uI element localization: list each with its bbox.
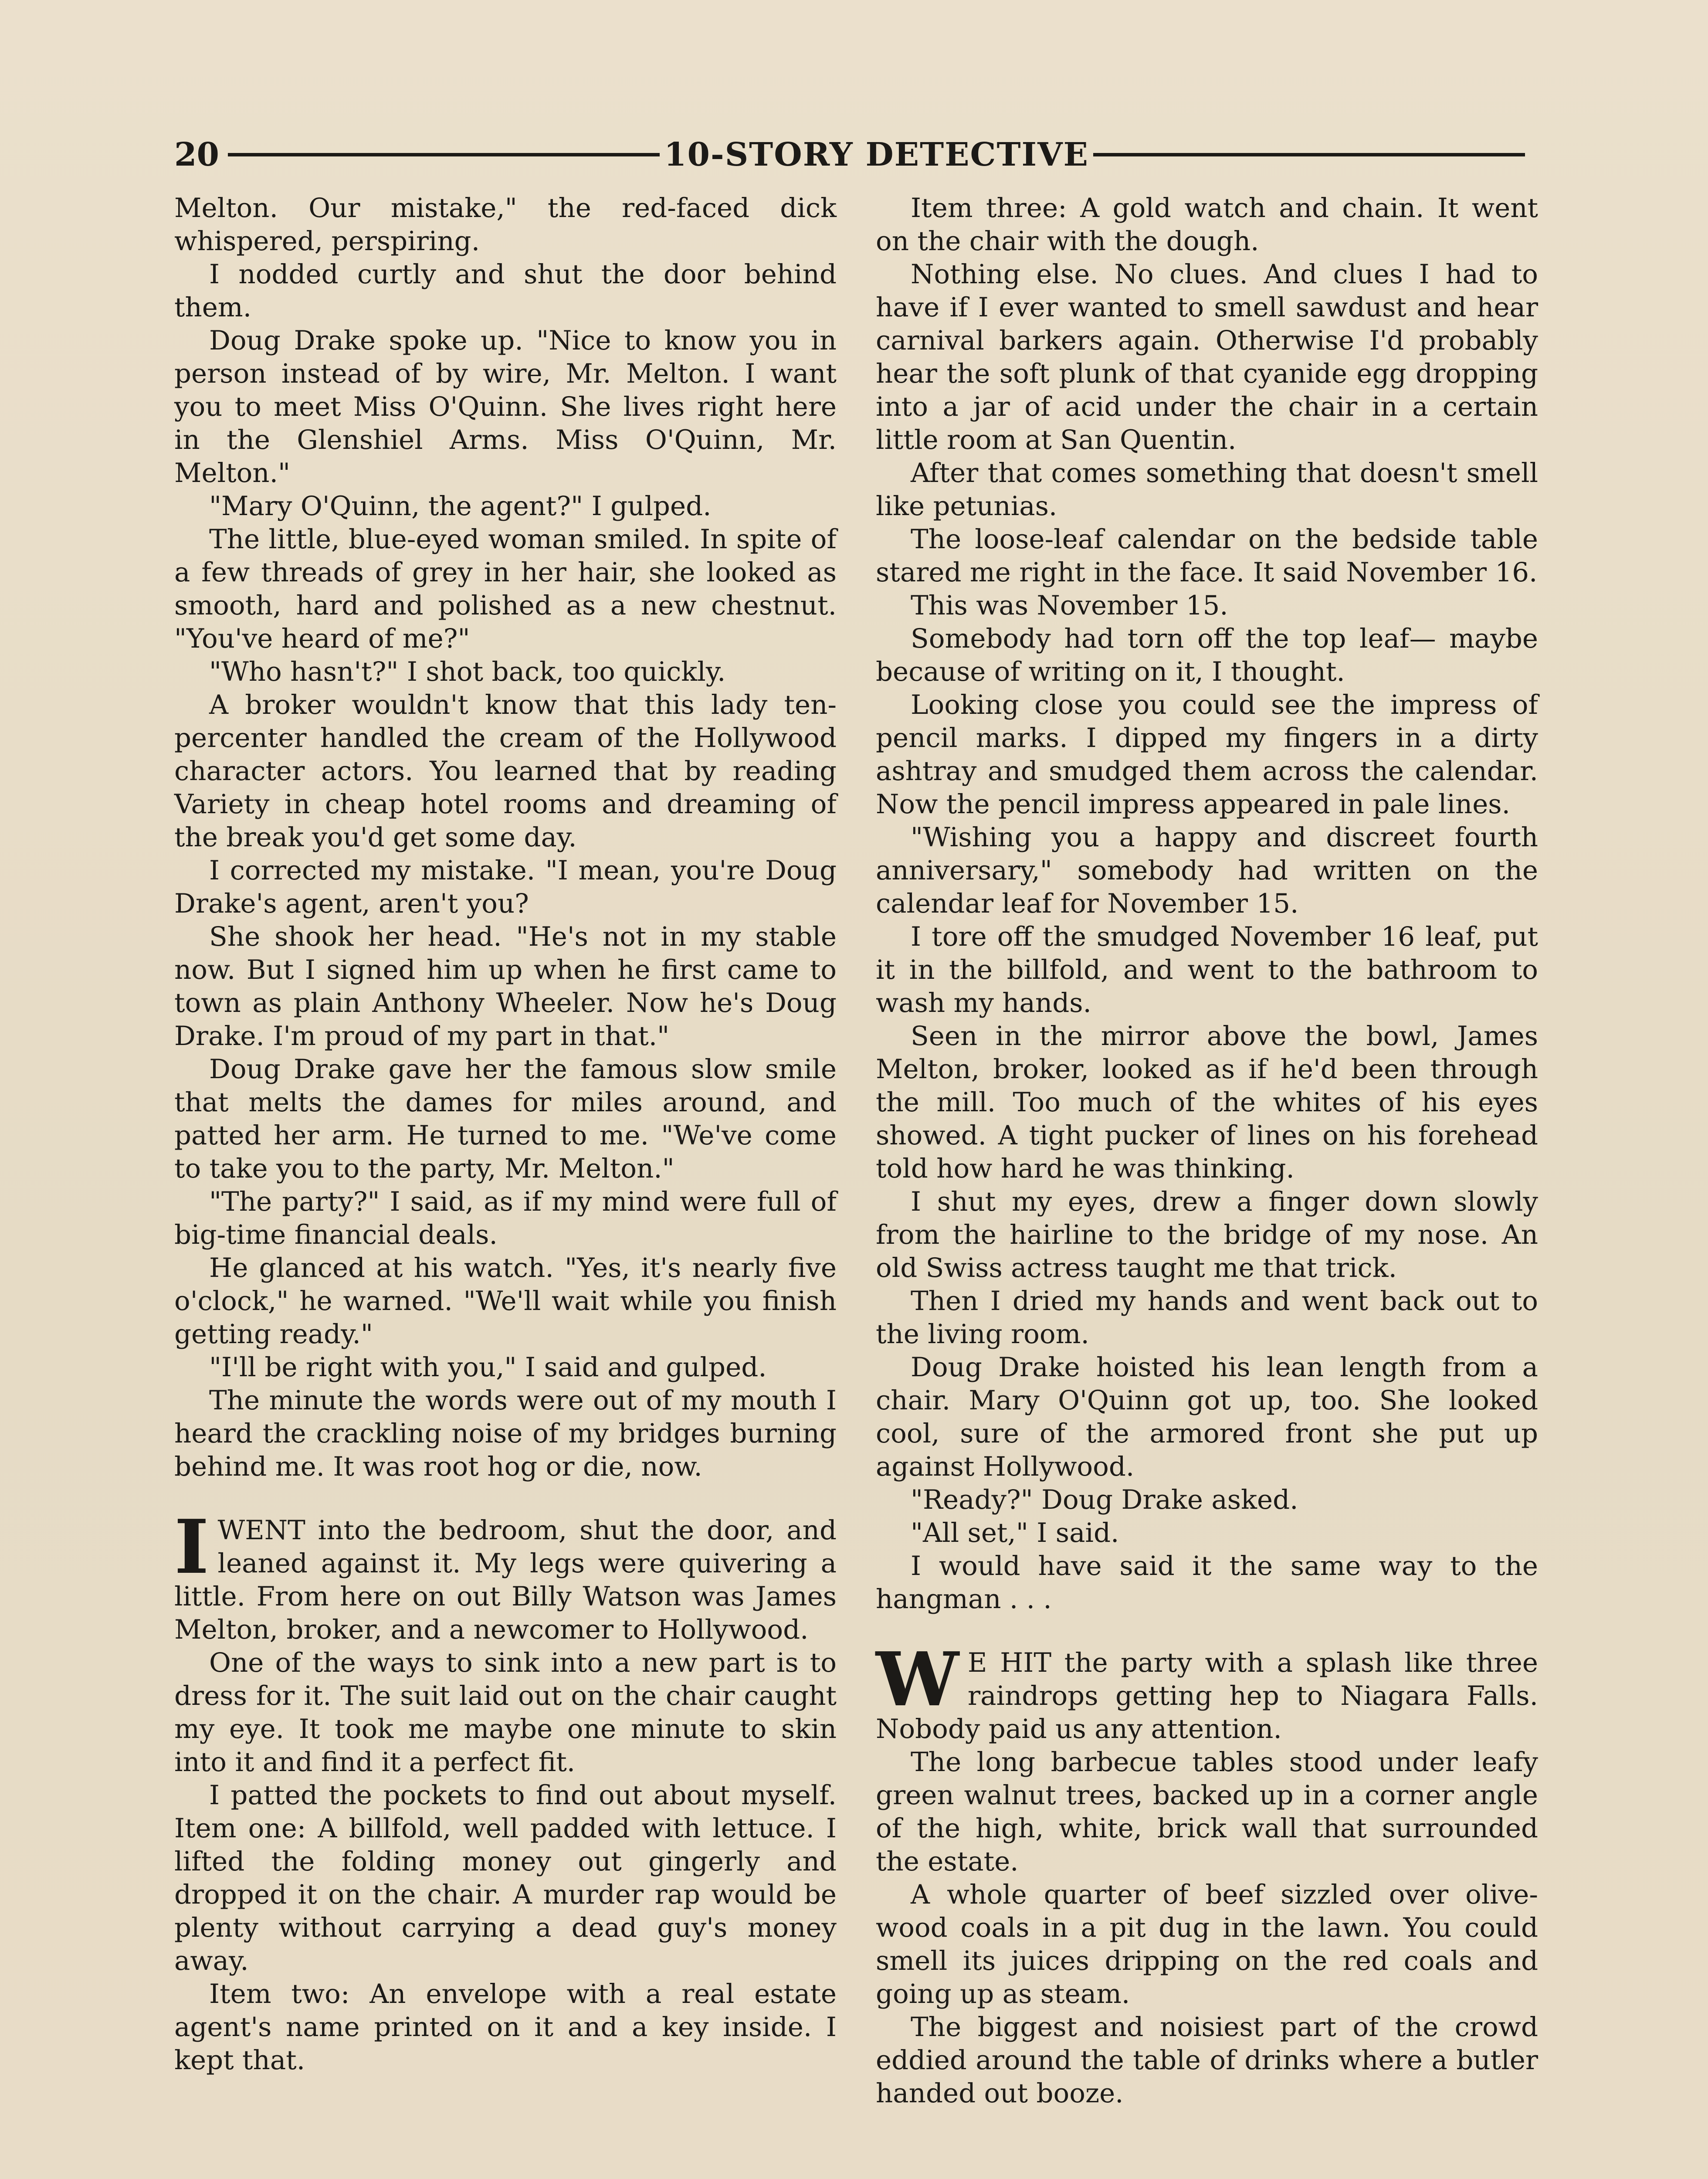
paragraph: I would have said it the same way to the hangman . . . <box>876 1551 1538 1615</box>
paragraph: This was November 15. <box>911 590 1228 621</box>
paragraph: Item three: A gold watch and chain. It went on the chair with the dough. <box>876 193 1538 257</box>
paragraph: She shook her head. "He's not in my stable now. But I signed him up when he first came to town as plain Anthony Wheeler. Now he's Doug Drake. I'm proud of my part in that." <box>174 921 837 1052</box>
paragraph: I tore off the smudged November 16 leaf, put it in the billfold, and went to the bathroom to wash my hands. <box>876 921 1538 1018</box>
section-opening-paragraph <box>876 1636 1538 1746</box>
paragraph: Somebody had torn off the top leaf— maybe because of writing on it, I thought. <box>876 623 1538 687</box>
paragraph: "The party?" I said, as if my mind were full of big-time financial deals. <box>174 1186 837 1250</box>
running-header <box>174 131 1529 179</box>
paragraph: "Ready?" Doug Drake asked. <box>911 1484 1298 1515</box>
paragraph: Melton. Our mistake," the red-faced dick whispered, perspiring. <box>174 193 837 257</box>
paragraph: I patted the pockets to find out about myself. Item one: A billfold, well padded with lettuce. I lifted the folding money out gingerly and dropped it on the chair. A murder rap would be plenty without carrying a dead guy's money away. <box>174 1780 837 1976</box>
section-break <box>876 1616 1538 1646</box>
opening-text: WENT into the bedroom, shut the door, and leaned against it. My legs were quivering a little. From here on out Billy Watson was James Melton, broker, and a newcomer to Hollywood. <box>174 1515 837 1645</box>
paragraph: I nodded curtly and shut the door behind them. <box>174 259 837 323</box>
paragraph: I shut my eyes, drew a finger down slowly from the hairline to the bridge of my nose. An old Swiss actress taught me that trick. <box>876 1186 1538 1283</box>
paragraph: "Wishing you a happy and discreet fourth anniversary," somebody had written on the calendar leaf for November 15. <box>876 822 1538 919</box>
drop-cap: I <box>174 1504 209 1591</box>
paragraph: After that comes something that doesn't smell like petunias. <box>876 458 1538 522</box>
drop-cap: W <box>876 1636 959 1723</box>
paragraph: A whole quarter of beef sizzled over olive-wood coals in a pit dug in the lawn. You could smell its juices dripping on the red coals and going up as steam. <box>876 1879 1538 2009</box>
paragraph: The biggest and noisiest part of the crowd eddied around the table of drinks where a butler handed out booze. <box>876 2012 1538 2109</box>
right-column <box>876 192 1538 2110</box>
header-rule-right <box>1093 153 1525 156</box>
paragraph: Item two: An envelope with a real estate agent's name printed on it and a key inside. I kept that. <box>174 1979 837 2076</box>
paragraph: "I'll be right with you," I said and gulped. <box>209 1352 767 1383</box>
section-break <box>174 1483 837 1514</box>
paragraph: The minute the words were out of my mouth I heard the crackling noise of my bridges burning behind me. It was root hog or die, now. <box>174 1385 837 1482</box>
left-column <box>174 192 837 2077</box>
paragraph: "Who hasn't?" I shot back, too quickly. <box>209 656 726 687</box>
paragraph: Seen in the mirror above the bowl, James Melton, broker, looked as if he'd been through the mill. Too much of the whites of his eyes showed. A tight pucker of lines on his forehead told how hard he was thinking. <box>876 1021 1538 1184</box>
paragraph: Nothing else. No clues. And clues I had to have if I ever wanted to smell sawdust and hear carnival barkers again. Otherwise I'd probably hear the soft plunk of that cyanide egg dropping into a jar of acid under the chair in a certain little room at San Quentin. <box>876 259 1538 455</box>
paragraph: The long barbecue tables stood under leafy green walnut trees, backed up in a corner angle of the high, white, brick wall that surrounded the estate. <box>876 1747 1538 1877</box>
paragraph: "Mary O'Quinn, the agent?" I gulped. <box>209 491 712 522</box>
paragraph: Doug Drake spoke up. "Nice to know you in person instead of by wire, Mr. Melton. I want you to meet Miss O'Quinn. She lives right here in the Glenshiel Arms. Miss O'Quinn, Mr. Melton." <box>174 325 837 489</box>
paragraph: "All set," I said. <box>911 1517 1119 1548</box>
paragraph: I corrected my mistake. "I mean, you're Doug Drake's agent, aren't you? <box>174 855 837 919</box>
magazine-title: 10-STORY DETECTIVE <box>664 136 1089 173</box>
paragraph: The loose-leaf calendar on the bedside table stared me right in the face. It said November 16. <box>876 524 1538 588</box>
opening-text: E HIT the party with a splash like three raindrops getting hep to Niagara Falls. Nobody paid us any attention. <box>876 1647 1538 1745</box>
paragraph: Doug Drake hoisted his lean length from a chair. Mary O'Quinn got up, too. She looked cool, sure of the armored front she put up against Hollywood. <box>876 1352 1538 1482</box>
paragraph: A broker wouldn't know that this lady ten-percenter handled the cream of the Hollywood character actors. You learned that by reading Variety in cheap hotel rooms and dreaming of the break you'd get some day. <box>174 689 837 853</box>
paragraph: Then I dried my hands and went back out to the living room. <box>876 1286 1538 1350</box>
paragraph: Doug Drake gave her the famous slow smile that melts the dames for miles around, and patted her arm. He turned to me. "We've come to take you to the party, Mr. Melton." <box>174 1054 837 1184</box>
paragraph: The little, blue-eyed woman smiled. In spite of a few threads of grey in her hair, she looked as smooth, hard and polished as a new chestnut. "You've heard of me?" <box>174 524 837 654</box>
section-opening-paragraph <box>174 1504 837 1646</box>
paragraph: Looking close you could see the impress of pencil marks. I dipped my fingers in a dirty ashtray and smudged them across the calendar. Now the pencil impress appeared in pale lines. <box>876 689 1538 820</box>
header-rule-left <box>228 153 660 156</box>
paragraph: He glanced at his watch. "Yes, it's nearly five o'clock," he warned. "We'll wait while you finish getting ready." <box>174 1252 837 1350</box>
page-number: 20 <box>174 136 219 173</box>
paragraph: One of the ways to sink into a new part is to dress for it. The suit laid out on the chair caught my eye. It took me maybe one minute to skin into it and find it a perfect fit. <box>174 1647 837 1778</box>
